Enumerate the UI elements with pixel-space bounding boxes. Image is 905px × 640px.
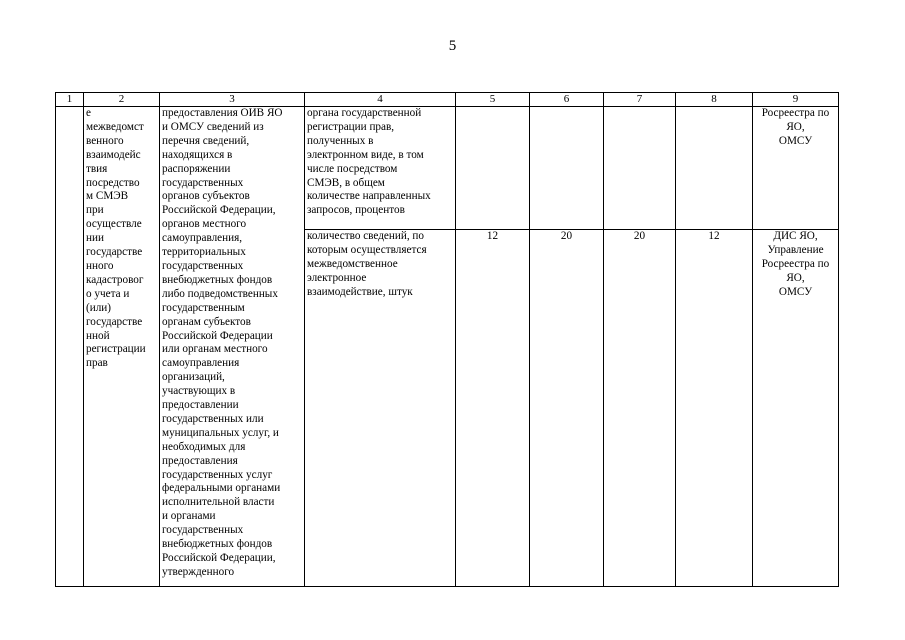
header-cell-8: 8 [676, 93, 753, 107]
value-cell-7: 20 [604, 230, 676, 587]
responsible-cell: Росреестра по ЯО, ОМСУ [753, 107, 839, 230]
indicator-cell: органа государственной регистрации прав, полученных в электронном виде, в том числе посредством СМЭВ, в общем количестве направленных запросов, процентов [305, 107, 456, 230]
value-cell-6 [530, 107, 604, 230]
header-cell-3: 3 [160, 93, 305, 107]
responsible-cell: ДИС ЯО, Управление Росреестра по ЯО, ОМСУ [753, 230, 839, 587]
header-cell-4: 4 [305, 93, 456, 107]
header-cell-2: 2 [84, 93, 160, 107]
table-header-row [56, 93, 839, 107]
value-cell-8 [676, 107, 753, 230]
value-cell-5: 12 [456, 230, 530, 587]
value-cell-6: 20 [530, 230, 604, 587]
header-cell-1: 1 [56, 93, 84, 107]
value-cell-7 [604, 107, 676, 230]
row-number-cell [56, 107, 84, 587]
header-cell-7: 7 [604, 93, 676, 107]
page-number: 5 [448, 38, 457, 54]
table-row [56, 107, 839, 230]
header-cell-9: 9 [753, 93, 839, 107]
value-cell-5 [456, 107, 530, 230]
indicators-table [55, 92, 839, 587]
indicator-cell: количество сведений, по которым осуществляется межведомственное электронное взаимодействие, штук [305, 230, 456, 587]
task-cell: е межведомст венного взаимодейс твия посредство м СМЭВ при осуществле нии государстве нного кадастровог о учета и (или) государстве нной регистрации прав [84, 107, 160, 587]
header-cell-6: 6 [530, 93, 604, 107]
description-cell: предоставления ОИВ ЯО и ОМСУ сведений из перечня сведений, находящихся в распоряжении государственных органов субъектов Российской Федерации, органов местного самоуправления, территориальных государственных внебюджетных фондов либо подведомственных государственным органам субъектов Российской Федерации или органам местного самоуправления организаций, участвующих в предоставлении государственных или муниципальных услуг, и необходимых для предоставления государственных услуг федеральными органами исполнительной власти и органами государственных внебюджетных фондов Российской Федерации, утвержденного [160, 107, 305, 587]
header-cell-5: 5 [456, 93, 530, 107]
value-cell-8: 12 [676, 230, 753, 587]
